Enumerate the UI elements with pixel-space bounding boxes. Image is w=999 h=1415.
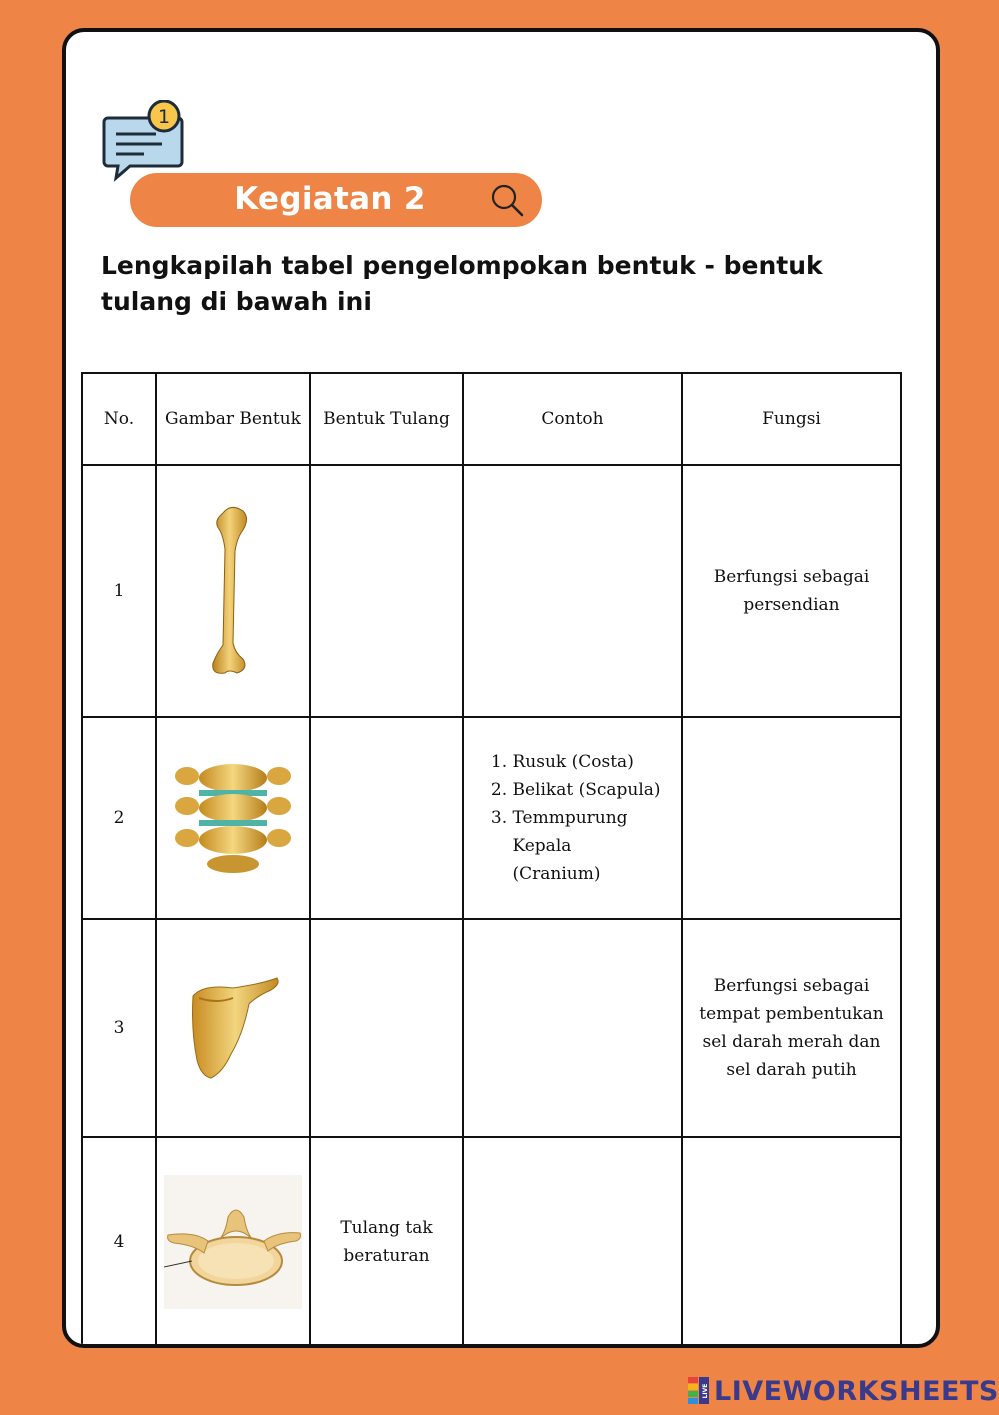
bentuk-tulang-cell[interactable] (310, 465, 463, 717)
table-row (82, 465, 901, 717)
search-icon (489, 182, 525, 218)
header-contoh: Contoh (463, 373, 682, 465)
liveworksheets-logo (688, 1376, 999, 1406)
row-number: 1 (82, 465, 156, 717)
badge-count: 1 (157, 106, 171, 128)
contoh-cell[interactable] (463, 465, 682, 717)
contoh-cell[interactable] (463, 919, 682, 1137)
bentuk-tulang-cell: Tulang tak beraturan (310, 1137, 463, 1347)
bone-classification-table (81, 372, 902, 1348)
list-item: 2. Belikat (Scapula) (513, 776, 663, 804)
fungsi-cell[interactable] (682, 717, 901, 919)
row-number: 4 (82, 1137, 156, 1347)
image-cell (156, 1137, 310, 1347)
image-cell (156, 465, 310, 717)
fungsi-cell[interactable] (682, 1137, 901, 1347)
fungsi-cell: Berfungsi sebagai persendian (682, 465, 901, 717)
image-cell (156, 717, 310, 919)
scapula-image (183, 976, 283, 1080)
table-row (82, 717, 901, 919)
bentuk-tulang-cell[interactable] (310, 919, 463, 1137)
list-item: 1. Rusuk (Costa) (513, 748, 663, 776)
contoh-cell[interactable] (463, 1137, 682, 1347)
table-header-row (82, 373, 901, 465)
header-gambar-bentuk: Gambar Bentuk (156, 373, 310, 465)
contoh-list (483, 748, 663, 888)
brand-badge: LIVE (702, 1383, 709, 1399)
image-cell (156, 919, 310, 1137)
brand-name: LIVEWORKSHEETS (714, 1375, 999, 1407)
list-item: 3. Temmpurung Kepala (Cranium) (513, 804, 663, 888)
header-bentuk-tulang: Bentuk Tulang (310, 373, 463, 465)
chat-notification-icon (102, 100, 186, 184)
row-number: 3 (82, 919, 156, 1137)
vertebra-top-view-image (164, 1175, 302, 1309)
table-row (82, 919, 901, 1137)
bentuk-tulang-cell[interactable] (310, 717, 463, 919)
long-bone-image (203, 505, 263, 677)
instruction-text: Lengkapilah tabel pengelompokan bentuk - bentuk tulang di bawah ini (101, 251, 823, 316)
fungsi-cell: Berfungsi sebagai tempat pembentukan sel darah merah dan sel darah putih (682, 919, 901, 1137)
row-number: 2 (82, 717, 156, 919)
activity-title-pill (130, 173, 542, 227)
header-fungsi: Fungsi (682, 373, 901, 465)
worksheet-card (62, 28, 940, 1348)
vertebrae-stack-image (173, 760, 293, 876)
table-row (82, 1137, 901, 1347)
liveworksheets-logo-icon (688, 1377, 710, 1405)
header-no: No. (82, 373, 156, 465)
contoh-cell (463, 717, 682, 919)
activity-title: Kegiatan 2 (234, 181, 426, 217)
